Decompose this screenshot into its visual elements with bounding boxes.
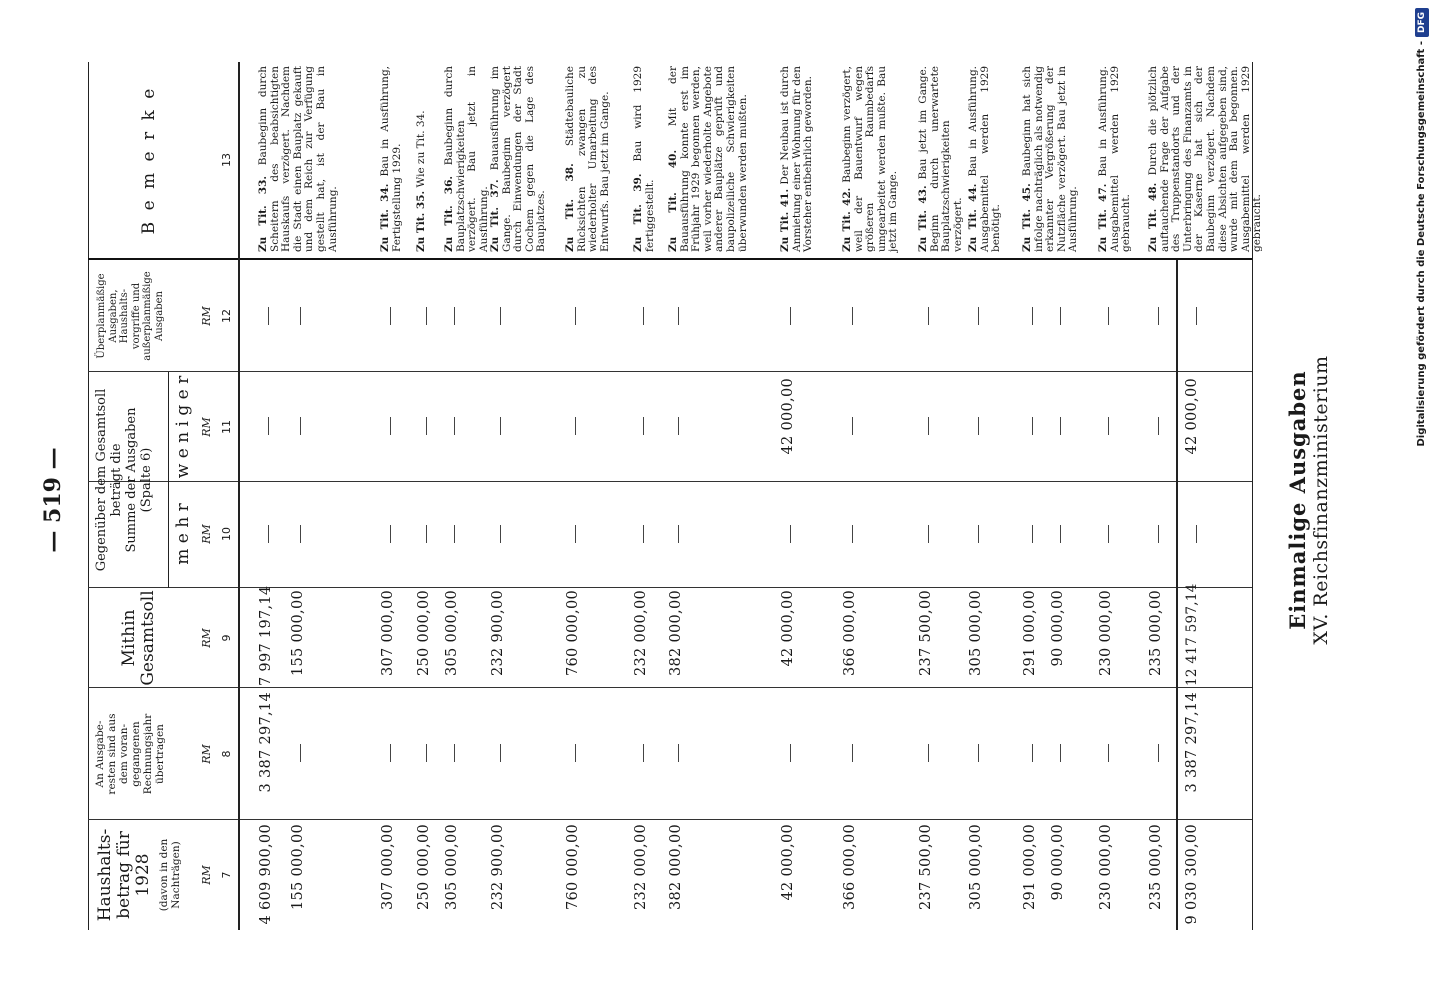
table-cell-col11-dash: [978, 417, 979, 435]
col11-header: w e n i g e r: [173, 375, 193, 479]
table-cell-col8-dash: [678, 744, 679, 762]
table-cell-col9: 230 000,00: [1098, 590, 1114, 677]
table-cell-col7: 90 000,00: [1050, 824, 1066, 901]
table-cell-col8-dash: [1108, 744, 1109, 762]
table-cell-col11-dash: [268, 417, 269, 435]
table-cell-remark: [258, 66, 339, 252]
table-cell-col7: 305 000,00: [968, 824, 984, 911]
table-cell-remark: [918, 66, 964, 252]
table-cell-col9: 305 000,00: [444, 590, 460, 677]
remark-title: Zu Tit. 38.: [564, 163, 576, 252]
table-cell-col9: 90 000,00: [1050, 590, 1066, 667]
page-subtitle: XV. Reichsfinanzministerium: [1310, 355, 1332, 645]
remark-text: Bau in Ausführung. Ausgabemittel werden 1929 gebraucht.: [1097, 65, 1133, 252]
table-cell-col12-dash: [1060, 307, 1061, 325]
table-cell-remark: [780, 66, 815, 252]
table-cell-col8-dash: [852, 744, 853, 762]
table-cell-col11: 42 000,00: [780, 378, 796, 455]
table-cell-col10-dash: [1060, 525, 1061, 543]
table-cell-col11-dash: [426, 417, 427, 435]
table-cell-col7: 232 000,00: [633, 824, 649, 911]
table-cell-col11-dash: [454, 417, 455, 435]
table-cell-col12-dash: [643, 307, 644, 325]
table-cell-remark: [444, 66, 490, 252]
table-cell-col10-dash: [978, 525, 979, 543]
table-cell-col10-dash: [1108, 525, 1109, 543]
table-cell-col9: 155 000,00: [290, 590, 306, 677]
table-cell-col11-dash: [1108, 417, 1109, 435]
table-cell-col8-dash: [1032, 744, 1033, 762]
table-cell-col9: 235 000,00: [1148, 590, 1164, 677]
table-cell-col7: 230 000,00: [1098, 824, 1114, 911]
table-cell-col10-dash: [300, 525, 301, 543]
col12-header: Überplanmäßige Ausgaben, Haushalts- vorgriffe und außerplanmäßige Ausgaben: [96, 271, 165, 361]
table-cell-col7: 155 000,00: [290, 824, 306, 911]
table-cell-col8-dash: [928, 744, 929, 762]
col7-header: Haushalts- betrag für 1928: [95, 828, 153, 922]
col-sep-5: [88, 371, 1252, 372]
col-sep-1: [88, 819, 1252, 820]
total-col10-dash: [1196, 525, 1197, 543]
remark-title: Zu Tit. 43.: [917, 185, 929, 252]
col10-header: m e h r: [173, 503, 193, 565]
table-cell-col11-dash: [1032, 417, 1033, 435]
table-cell-col7: 232 900,00: [490, 824, 506, 911]
remark-title: Zu Tit. 34.: [379, 183, 391, 252]
table-cell-col11-dash: [1060, 417, 1061, 435]
remark-text: Bau in Ausführung. Ausgabemittel werden 1929 benötigt.: [967, 65, 1003, 252]
table-cell-col11-dash: [300, 417, 301, 435]
table-cell-col9: 232 900,00: [490, 590, 506, 677]
table-cell-col12-dash: [575, 307, 576, 325]
table-cell-col7: 235 000,00: [1148, 824, 1164, 911]
table-cell-col10-dash: [678, 525, 679, 543]
table-cell-col12-dash: [268, 307, 269, 325]
remark-title: Zu Tit. 41.: [779, 188, 791, 252]
table-cell-col8: 3 387 297,14: [258, 692, 274, 793]
total-col8: 3 387 297,14: [1184, 692, 1200, 793]
col7-number: 7: [220, 871, 233, 879]
table-cell-col12-dash: [678, 307, 679, 325]
table-cell-col7: 307 000,00: [380, 824, 396, 911]
table-cell-col12-dash: [1158, 307, 1159, 325]
table-cell-col10-dash: [390, 525, 391, 543]
remark-text: Bau in Ausführung, Fertigstellung 1929.: [379, 65, 403, 252]
table-cell-col10-dash: [643, 525, 644, 543]
total-col9: 12 417 597,14: [1184, 583, 1200, 686]
remark-text: Mit der Bauausführung konnte erst im Frühjahr 1929 begonnen werden, weil vorher wiederholte Angebote anderer Bauplätze geprüft und baupolizeiliche Schwierigkeiten überwunden werden mußten.: [667, 65, 749, 252]
table-cell-col10-dash: [852, 525, 853, 543]
remark-title: Zu Tit. 48.: [1147, 182, 1159, 252]
col11-number: 11: [220, 420, 233, 434]
col9-number: 9: [220, 634, 233, 642]
table-cell-col8-dash: [300, 744, 301, 762]
totals-rule: [1176, 260, 1178, 930]
remark-title: Zu Tit. 35.: [415, 190, 427, 252]
table-cell-remark: [668, 66, 749, 252]
table-cell-col12-dash: [426, 307, 427, 325]
table-cell-col11-dash: [390, 417, 391, 435]
table-cell-col10-dash: [426, 525, 427, 543]
digitization-note: [1410, 8, 1434, 1000]
table-cell-col7: 42 000,00: [780, 824, 796, 901]
table-cell-col7: 291 000,00: [1022, 824, 1038, 911]
table-cell-col8-dash: [643, 744, 644, 762]
remark-title: Zu Tit. 36.: [443, 175, 455, 252]
digitization-note-text: Digitalisierung gefördert durch die Deutsche Forschungsgemeinschaft -: [1416, 41, 1427, 447]
table-cell-col8-dash: [978, 744, 979, 762]
table-cell-col7: 237 500,00: [918, 824, 934, 911]
table-cell-col12-dash: [978, 307, 979, 325]
total-col12-dash: [1196, 307, 1197, 325]
col-sep-4: [88, 481, 1252, 482]
remark-title: Zu Tit. 44.: [967, 183, 979, 252]
table-cell-col7: 250 000,00: [416, 824, 432, 911]
table-cell-col9: 366 000,00: [842, 590, 858, 677]
col8-header: An Ausgabe- resten sind aus dem voran- gegangenen Rechnungsjahr übertragen: [94, 713, 166, 795]
remark-text: Der Neubau ist durch Anmietung einer Wohnung für den Vorsteher entbehrlich geworden.: [779, 65, 815, 252]
total-col11: 42 000,00: [1184, 378, 1200, 455]
total-col7: 9 030 300,00: [1184, 824, 1200, 925]
table-cell-col11-dash: [643, 417, 644, 435]
table-cell-col12-dash: [390, 307, 391, 325]
remark-text: Bau wird 1929 fertiggestellt.: [632, 65, 656, 252]
table-cell-col10-dash: [575, 525, 576, 543]
col13-number: 13: [220, 153, 233, 167]
table-cell-remark: [1022, 66, 1080, 252]
table-cell-col9: 232 000,00: [633, 590, 649, 677]
col10-unit: RM: [200, 524, 213, 544]
remark-title: Zu Tit. 47.: [1097, 183, 1109, 252]
remark-title: Zu Tit. 33.: [257, 175, 269, 252]
col12-unit: RM: [200, 306, 213, 326]
table-cell-col9: 305 000,00: [968, 590, 984, 677]
table-cell-col10-dash: [928, 525, 929, 543]
remark-text: Baubeginn hat sich infolge nachträglich als notwendig erkannter Vergrößerung der Nutzfläche verzögert. Bau jetzt in Ausführung.: [1021, 65, 1080, 252]
remark-text: Durch die plötzlich auftauchende Frage der Aufgabe des Truppenstandorts und der Unterbringung des Finanzamts in der Kaserne hat sich der Baubeginn verzögert. Nachdem diese Absichten aufgegeben sind, wurde mit dem Bau begonnen. Ausgabemittel werden 1929 gebraucht.: [1147, 65, 1264, 252]
col13-header: B e m e r k e: [139, 85, 159, 235]
table-cell-col12-dash: [790, 307, 791, 325]
table-cell-remark: [416, 66, 428, 252]
table-cell-col11-dash: [678, 417, 679, 435]
remark-title: Zu Tit. 39.: [632, 173, 644, 252]
col9-header: Mithin Gesamtsoll: [119, 590, 158, 686]
table-cell-col8-dash: [1060, 744, 1061, 762]
group-rule: [168, 372, 169, 588]
table-cell-remark: [490, 66, 548, 252]
table-cell-col11-dash: [500, 417, 501, 435]
col-sep-2: [88, 687, 1252, 688]
remark-title: Zu Tit. 45.: [1021, 183, 1033, 252]
table-cell-col10-dash: [454, 525, 455, 543]
table-cell-col8-dash: [454, 744, 455, 762]
table-cell-col11-dash: [1158, 417, 1159, 435]
col9-unit: RM: [200, 628, 213, 648]
table-cell-col11-dash: [575, 417, 576, 435]
table-cell-col8-dash: [500, 744, 501, 762]
table-cell-remark: [1148, 66, 1264, 252]
remark-text: Baubeginn durch Scheitern des beabsichtigten Hauskaufs verzögert. Nachdem die Stadt einen Bauplatz gekauft und dem Reich zur Verfügung gestellt hat, ist der Bau in Ausführung.: [257, 65, 339, 252]
remark-text: Baubeginn verzögert, weil der Bauentwurf wegen größeren Raumbedarfs umgearbeitet werden mußte. Bau jetzt im Gange.: [841, 66, 900, 252]
page-number: — 519 —: [40, 447, 66, 553]
table-cell-col11-dash: [928, 417, 929, 435]
col7-unit: RM: [200, 865, 213, 885]
table-cell-col9: 291 000,00: [1022, 590, 1038, 677]
table-cell-remark: [842, 66, 900, 252]
col8-unit: RM: [200, 744, 213, 764]
table-cell-col8-dash: [1158, 744, 1159, 762]
table-cell-col12-dash: [300, 307, 301, 325]
table-cell-col12-dash: [454, 307, 455, 325]
col7-note: (davon in den Nachträgen): [158, 838, 182, 912]
table-cell-col9: 42 000,00: [780, 590, 796, 667]
page-title: Einmalige Ausgaben: [1285, 370, 1310, 630]
remark-text: Wie zu Tit. 34.: [415, 110, 427, 188]
table-top-rule: [88, 62, 89, 930]
table-cell-col8-dash: [390, 744, 391, 762]
table-cell-remark: [565, 66, 611, 252]
remark-text: Städtebauliche Rücksichten zwangen zu wiederholter Umarbeitung des Entwurfs. Bau jetzt im Gange.: [564, 66, 611, 252]
table-cell-remark: [1098, 66, 1133, 252]
col10-11-group-header: Gegenüber dem Gesamtsoll beträgt die Summe der Ausgaben (Spalte 6): [94, 388, 154, 572]
col11-unit: RM: [200, 417, 213, 437]
table-cell-col9: 7 997 197,14: [258, 585, 274, 686]
dfg-logo: DFG: [1415, 8, 1429, 37]
header-rule: [238, 62, 240, 930]
remark-title: Zu Tit. 40.: [667, 149, 679, 252]
table-cell-col7: 366 000,00: [842, 824, 858, 911]
table-cell-col8-dash: [575, 744, 576, 762]
table-cell-col8-dash: [426, 744, 427, 762]
table-cell-remark: [633, 66, 656, 252]
table-cell-col12-dash: [500, 307, 501, 325]
table-cell-col9: 237 500,00: [918, 590, 934, 677]
table-cell-col10-dash: [1158, 525, 1159, 543]
table-cell-col12-dash: [1108, 307, 1109, 325]
table-cell-col10-dash: [1032, 525, 1033, 543]
table-cell-col11-dash: [852, 417, 853, 435]
col10-number: 10: [220, 527, 233, 541]
col8-number: 8: [220, 750, 233, 758]
table-cell-remark: [968, 66, 1003, 252]
table-cell-col7: 4 609 900,00: [258, 824, 274, 925]
table-cell-col7: 760 000,00: [565, 824, 581, 911]
table-cell-col12-dash: [928, 307, 929, 325]
remark-text: Bau jetzt im Gange. Beginn durch unerwartete Bauplatzschwierigkeiten verzögert.: [917, 66, 964, 252]
col-sep-6: [88, 258, 1252, 260]
remark-text: Baubeginn durch Bauplatzschwierigkeiten verzögert. Bau jetzt in Ausführung.: [443, 65, 490, 252]
remark-title: Zu Tit. 42.: [841, 187, 853, 252]
table-cell-col9: 760 000,00: [565, 590, 581, 677]
table-cell-col10-dash: [268, 525, 269, 543]
table-cell-col10-dash: [500, 525, 501, 543]
table-cell-col8-dash: [790, 744, 791, 762]
table-cell-col12-dash: [852, 307, 853, 325]
table-cell-col10-dash: [790, 525, 791, 543]
table-cell-col7: 305 000,00: [444, 824, 460, 911]
table-cell-col9: 307 000,00: [380, 590, 396, 677]
table-cell-col7: 382 000,00: [668, 824, 684, 911]
table-cell-col12-dash: [1032, 307, 1033, 325]
remark-title: Zu Tit. 37.: [489, 179, 501, 252]
table-cell-col9: 250 000,00: [416, 590, 432, 677]
table-cell-remark: [380, 66, 403, 252]
col12-number: 12: [220, 309, 233, 323]
remark-text: Bauausführung im Gange. Baubeginn verzögert durch Einwendungen der Stadt Cochem gegen die Lage des Bauplatzes.: [489, 65, 548, 252]
table-cell-col9: 382 000,00: [668, 590, 684, 677]
